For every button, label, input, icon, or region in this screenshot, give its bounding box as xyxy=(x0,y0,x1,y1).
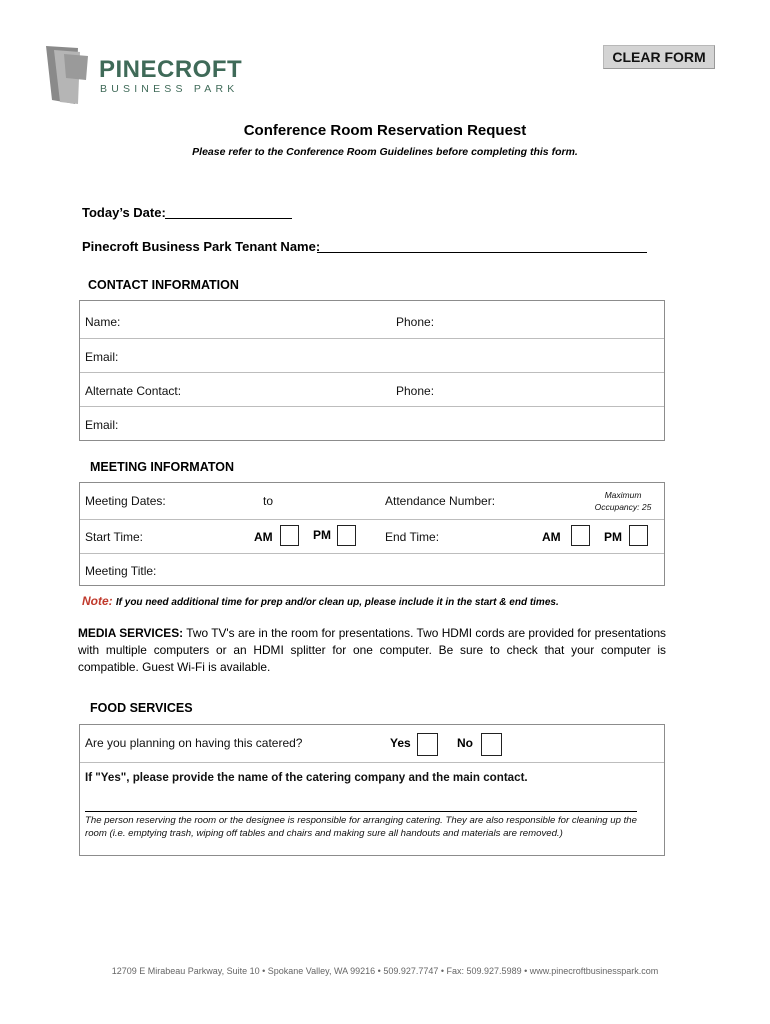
meeting-row-times[interactable] xyxy=(80,519,664,553)
meeting-dates-to: to xyxy=(263,494,274,508)
contact-row-email[interactable] xyxy=(80,338,664,372)
logo-subtitle: BUSINESS PARK xyxy=(100,83,239,95)
alternate-contact-label: Alternate Contact: xyxy=(85,384,182,398)
end-am-label: AM xyxy=(542,530,561,544)
end-pm-checkbox[interactable] xyxy=(629,525,648,546)
contact-table xyxy=(79,300,665,441)
catering-instruction: If "Yes", please provide the name of the catering company and the main contact. xyxy=(85,771,528,784)
note-line xyxy=(82,594,559,608)
catering-yes-checkbox[interactable] xyxy=(417,733,438,756)
todays-date-label: Today’s Date: xyxy=(82,205,166,220)
meeting-row-dates[interactable] xyxy=(80,483,664,519)
catering-contact-field[interactable] xyxy=(85,811,637,812)
alternate-email-label: Email: xyxy=(85,418,119,432)
max-occupancy-line1: Maximum xyxy=(604,490,642,500)
end-am-checkbox[interactable] xyxy=(571,525,590,546)
meeting-title-label: Meeting Title: xyxy=(85,564,157,578)
meeting-section-heading: MEETING INFORMATON xyxy=(90,460,234,474)
footer-address: 12709 E Mirabeau Parkway, Suite 10 • Spokane Valley, WA 99216 • 509.927.7747 • Fax: 509.927.5989 • www.pinecroftbusinesspark.com xyxy=(111,966,659,976)
meeting-dates-label: Meeting Dates: xyxy=(85,494,166,508)
media-services-label: MEDIA SERVICES: xyxy=(78,626,184,640)
catering-details-row xyxy=(80,762,664,855)
start-am-checkbox[interactable] xyxy=(280,525,299,546)
email-label: Email: xyxy=(85,350,119,364)
todays-date-field[interactable] xyxy=(165,204,292,219)
attendance-number-label: Attendance Number: xyxy=(385,494,496,508)
contact-row-alternate[interactable] xyxy=(80,372,664,406)
catering-yes-label: Yes xyxy=(390,736,411,750)
food-section-heading: FOOD SERVICES xyxy=(90,701,193,715)
phone-label: Phone: xyxy=(396,315,435,329)
note-label: Note: xyxy=(82,594,113,608)
clear-form-button[interactable]: CLEAR FORM xyxy=(603,45,715,69)
tenant-name-field[interactable] xyxy=(317,238,647,253)
alternate-phone-label: Phone: xyxy=(396,384,435,398)
catering-responsibility-text: The person reserving the room or the designee is responsible for arranging catering. They are also responsible for cleaning up the room (i.e. emptying trash, wiping off tables and chairs and making sure all handouts and materials are removed.) xyxy=(85,815,637,839)
tenant-name-label: Pinecroft Business Park Tenant Name: xyxy=(82,239,321,254)
pinecroft-logo-icon xyxy=(44,44,94,106)
meeting-table xyxy=(79,482,665,586)
page-title: Conference Room Reservation Request xyxy=(243,122,527,139)
end-time-label: End Time: xyxy=(385,530,440,544)
contact-row-email2[interactable] xyxy=(80,406,664,440)
start-pm-checkbox[interactable] xyxy=(337,525,356,546)
meeting-row-title[interactable] xyxy=(80,553,664,585)
catering-question: Are you planning on having this catered? xyxy=(85,736,303,750)
logo-name: PINECROFT xyxy=(99,56,243,83)
media-services-paragraph xyxy=(78,625,666,676)
food-table xyxy=(79,724,665,856)
contact-section-heading: CONTACT INFORMATION xyxy=(88,278,239,292)
note-text: If you need additional time for prep and/or clean up, please include it in the start & end times. xyxy=(115,597,559,608)
max-occupancy-note xyxy=(580,489,666,514)
end-pm-label: PM xyxy=(604,530,622,544)
page-subtitle: Please refer to the Conference Room Guidelines before completing this form. xyxy=(192,146,578,158)
start-am-label: AM xyxy=(254,530,273,544)
max-occupancy-line2: Occupancy: 25 xyxy=(594,502,652,513)
start-time-label: Start Time: xyxy=(85,530,144,544)
contact-row-name[interactable] xyxy=(80,301,664,338)
media-services-text: Two TV's are in the room for presentations. Two HDMI cords are provided for presentations with multiple computers or an HDMI splitter for one computer. Be sure to check that your computer is compatible. Guest Wi-Fi is available. xyxy=(78,626,667,674)
catering-no-checkbox[interactable] xyxy=(481,733,502,756)
catering-no-label: No xyxy=(457,736,473,750)
name-label: Name: xyxy=(85,315,121,329)
start-pm-label: PM xyxy=(313,528,331,542)
